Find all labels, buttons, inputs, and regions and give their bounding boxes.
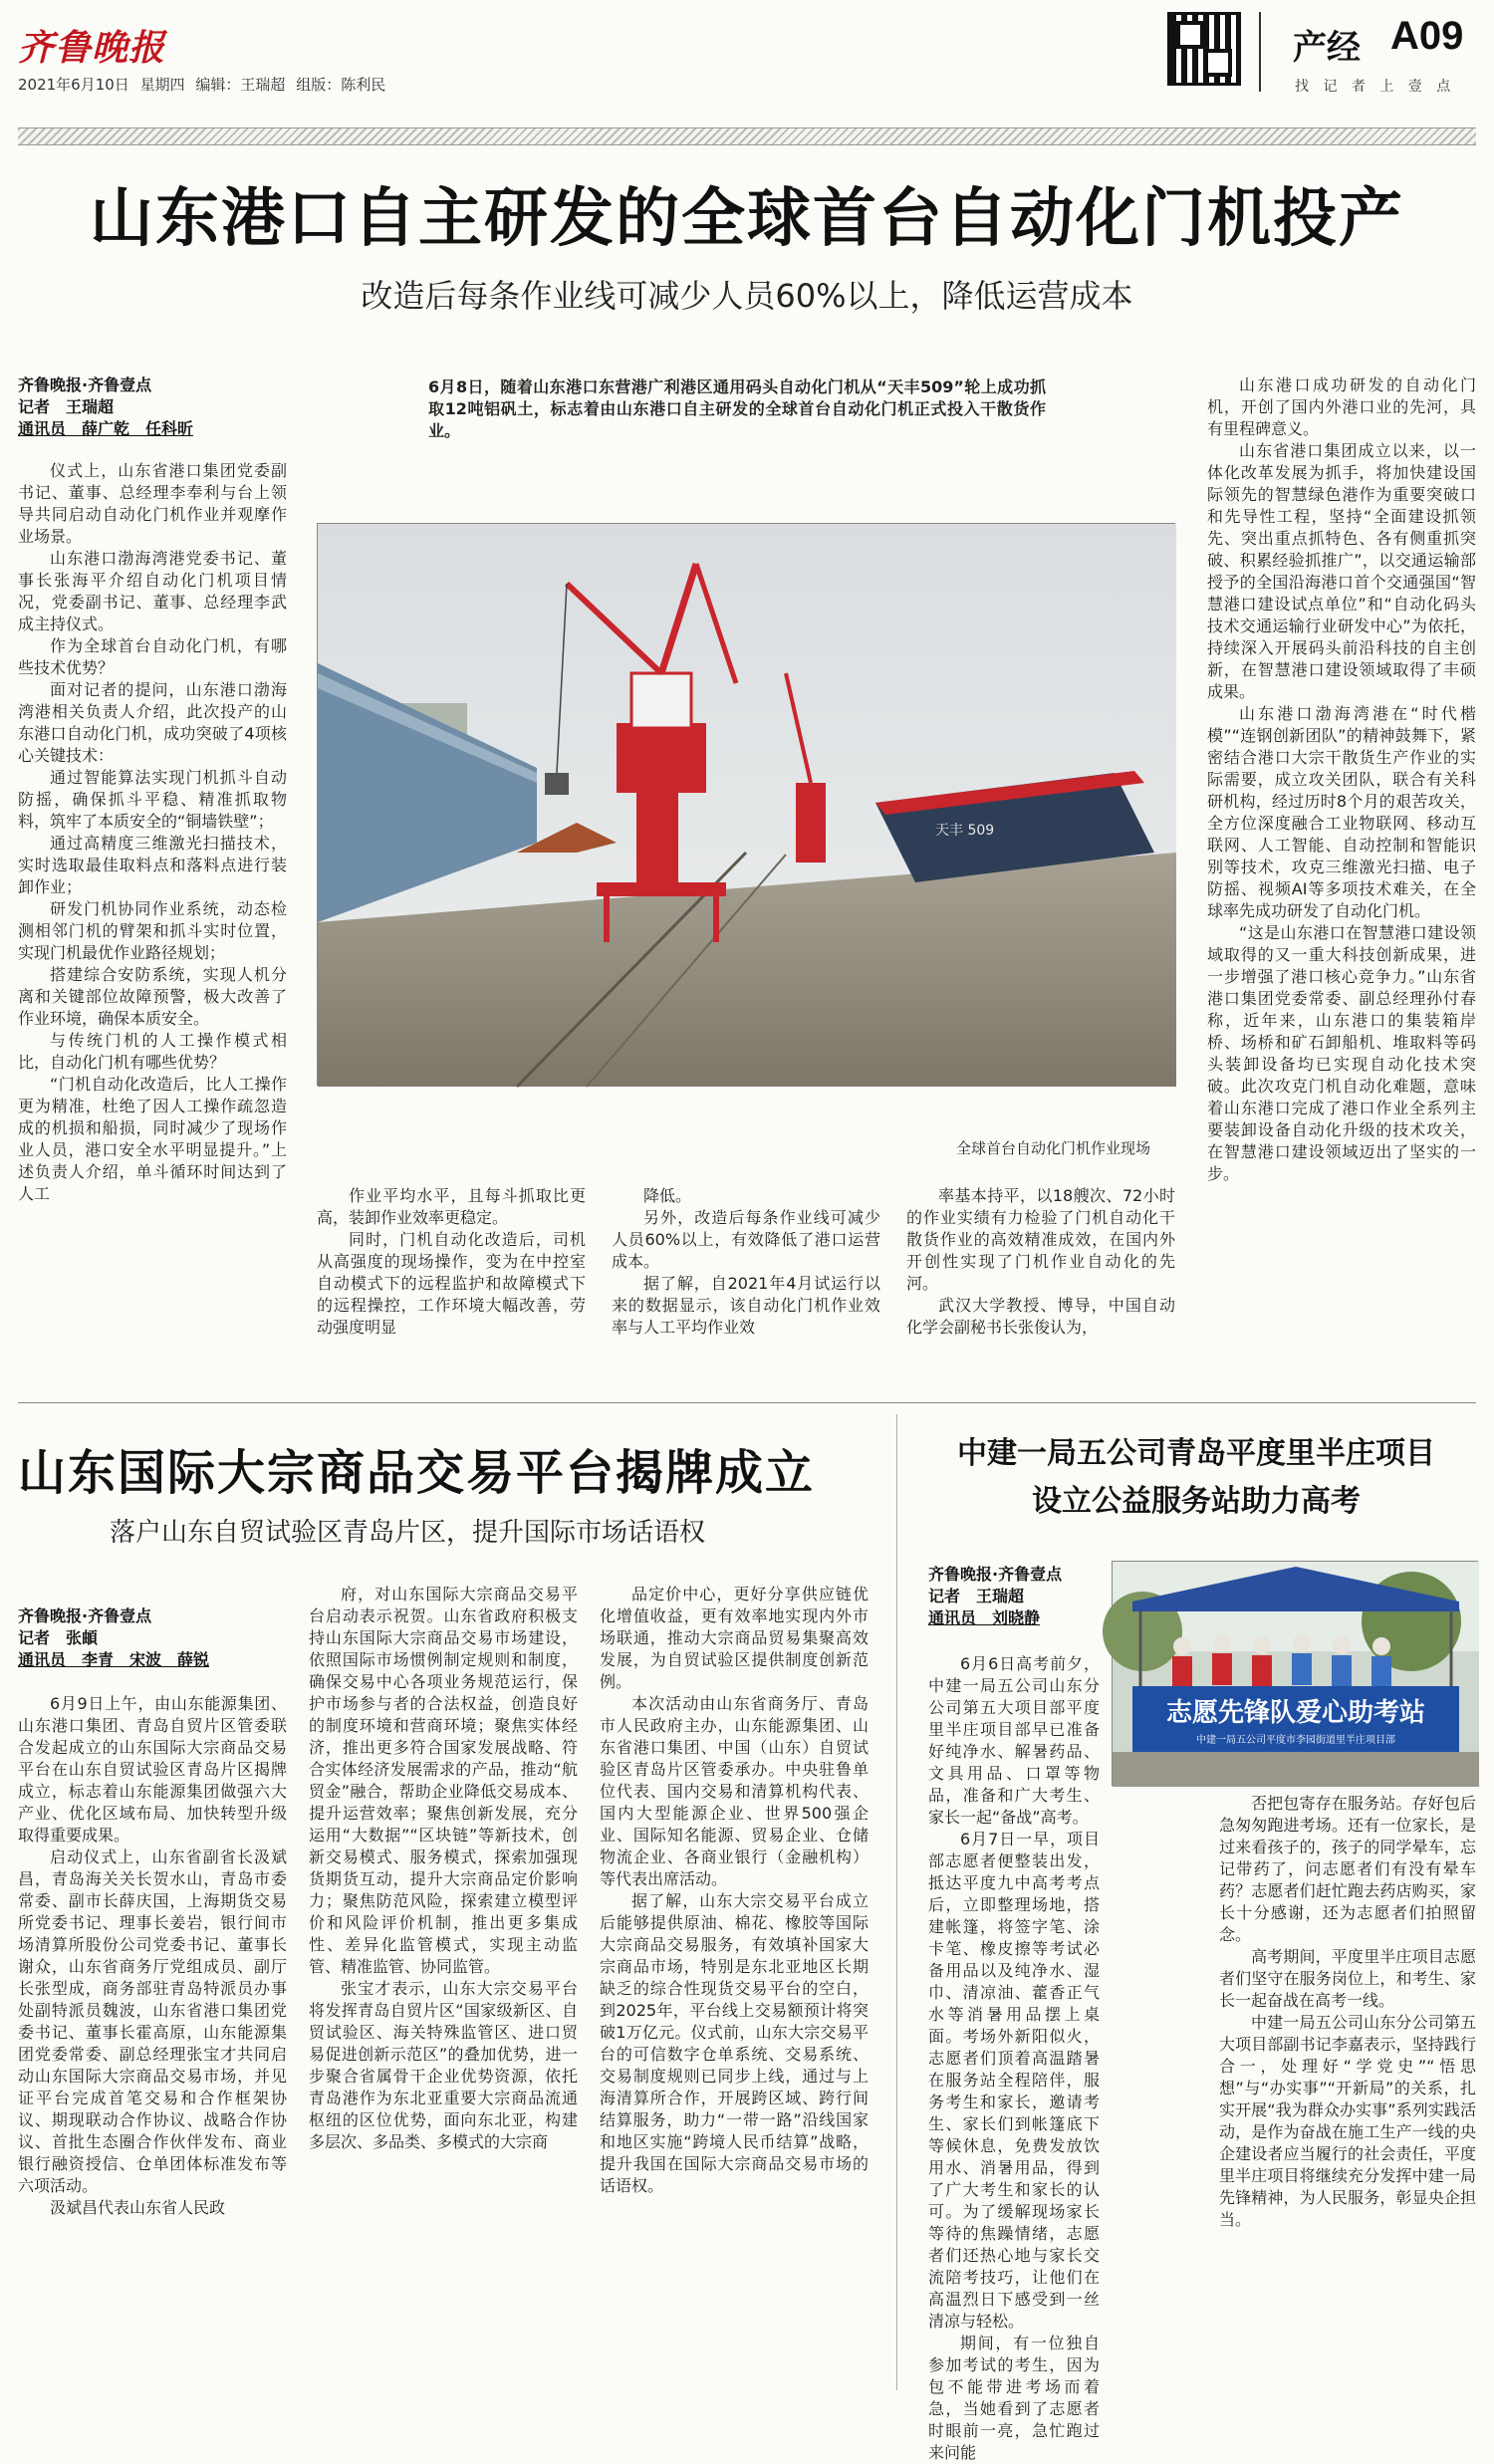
paragraph: 作业平均水平，且每斗抓取比更高，装卸作业效率更稳定。 bbox=[317, 1186, 586, 1227]
paragraph: 期间，有一位独自参加考试的考生，因为包不能带进考场而着急，当她看到了志愿者时眼前一亮，急忙跑过来问能 bbox=[928, 2334, 1100, 2462]
paragraph: “门机自动化改造后，比人工操作更为精准，杜绝了因人工操作疏忽造成的机损和船损，同时减少了现场作业人员，港口安全水平明显提升。”上述负责人介绍，单斗循环时间达到了人工 bbox=[18, 1075, 287, 1203]
byline-correspondent: 通讯员 李青 宋波 薛锐 bbox=[18, 1650, 210, 1669]
article3-headline-line1: 中建一局五公司青岛平度里半庄项目 bbox=[957, 1436, 1435, 1471]
section-name: 产经 bbox=[1293, 28, 1361, 68]
byline-agency: 齐鲁晚报·齐鲁壹点 bbox=[18, 1606, 152, 1625]
paragraph: 通过高精度三维激光扫描技术，实时选取最佳取料点和落料点进行装卸作业； bbox=[18, 834, 287, 896]
article2-column-2 bbox=[309, 1584, 578, 2390]
article1-subheadline: 改造后每条作业线可减少人员60%以上，降低运营成本 bbox=[361, 277, 1133, 315]
article3-column-2 bbox=[1219, 1793, 1476, 2390]
banner-text: 志愿先锋队爱心助考站 bbox=[1165, 1698, 1426, 1728]
paragraph: 率基本持平，以18艘次、72小时的作业实绩有力检验了门机自动化干散货作业的高效精准成效，在国内外开创性实现了门机作业自动化的先河。 bbox=[906, 1186, 1175, 1293]
paragraph: 山东港口成功研发的自动化门机，开创了国内外港口业的先河，具有里程碑意义。 bbox=[1207, 375, 1476, 438]
photo-lead-text: 6月8日，随着山东港口东营港广利港区通用码头自动化门机从“天丰509”轮上成功抓取12吨铝矾土，标志着由山东港口自主研发的全球首台自动化门机正式投入干散货作业。 bbox=[428, 377, 1046, 440]
paragraph: 府，对山东国际大宗商品交易平台启动表示祝贺。山东省政府积极支持山东国际大宗商品交易市场建设，依照国际市场惯例制定规则和制度，确保交易中心各项业务规范运行，保护市场参与者的合法权益，创造良好的制度环境和营商环境；聚焦实体经济，推出更多符合国家发展战略、符合实体经济发展需求的产品，推动“航贸金”融合，帮助企业降低交易成本、提升运营效率；聚焦创新发展，充分运用“大数据”“区块链”等新技术，创新交易模式、服务模式，探索加强现货期货互动，提升大宗商品定价影响力；聚焦防范风险，探索建立模型评价和风险评价机制，推出更多集成性、差异化监管模式，实现主动监管、精准监管、协同监管。 bbox=[309, 1585, 578, 1976]
byline-reporter: 记者 王瑞超 bbox=[18, 397, 115, 416]
byline-agency: 齐鲁晚报·齐鲁壹点 bbox=[18, 375, 152, 394]
issue-date: 2021年6月10日 bbox=[18, 76, 129, 94]
page-number: A09 bbox=[1390, 14, 1464, 58]
article1-column-5 bbox=[1207, 374, 1476, 1365]
volunteer-photo-illustration bbox=[1113, 1562, 1479, 1787]
ship-name-label: 天丰 509 bbox=[935, 823, 995, 839]
byline-agency: 齐鲁晚报·齐鲁壹点 bbox=[928, 1565, 1063, 1584]
paragraph: 汲斌昌代表山东省人民政 bbox=[50, 2198, 226, 2217]
article1-headline: 山东港口自主研发的全球首台自动化门机投产 bbox=[90, 182, 1404, 256]
article2-column-1 bbox=[18, 1693, 287, 2390]
find-reporter-label: 找 记 者 上 壹 点 bbox=[1295, 79, 1451, 95]
crane-photo bbox=[317, 523, 1175, 1086]
byline-reporter: 记者 王瑞超 bbox=[928, 1587, 1025, 1605]
byline-correspondent: 通讯员 刘晓静 bbox=[928, 1608, 1041, 1627]
paragraph: 张宝才表示，山东大宗交易平台将发挥青岛自贸片区“国家级新区、自贸试验区、海关特殊监管区、进口贸易促进创新示范区”的叠加优势，进一步聚合省属骨干企业优势资源，依托青岛港作为东北亚重要大宗商品流通枢纽的区位优势，面向东北亚，构建多层次、多品类、多模式的大宗商 bbox=[309, 1979, 578, 2151]
paragraph: 通过智能算法实现门机抓斗自动防摇，确保抓斗平稳、精准抓取物料，筑牢了本质安全的“铜墙铁壁”； bbox=[18, 768, 287, 831]
paragraph: 降低。 bbox=[643, 1186, 692, 1205]
qr-code-icon[interactable] bbox=[1167, 12, 1241, 86]
paragraph: 同时，门机自动化改造后，司机从高强度的现场操作，变为在中控室自动模式下的远程监护和故障模式下的远程操控，工作环境大幅改善，劳动强度明显 bbox=[317, 1230, 586, 1337]
volunteer-station-photo bbox=[1112, 1561, 1478, 1786]
article2-subheadline: 落户山东自贸试验区青岛片区，提升国际市场话语权 bbox=[110, 1518, 706, 1548]
paragraph: 山东港口渤海湾港党委书记、董事长张海平介绍自动化门机项目情况，党委副书记、董事、总经理李武成主持仪式。 bbox=[18, 549, 287, 633]
issue-meta bbox=[18, 74, 385, 95]
paragraph: 据了解，自2021年4月试运行以来的数据显示，该自动化门机作业效率与人工平均作业效 bbox=[612, 1274, 880, 1337]
crane-photo-illustration bbox=[318, 524, 1176, 1087]
paragraph: 否把包寄存在服务站。存好包后急匆匆跑进考场。还有一位家长，是过来看孩子的，孩子的同学晕车，忘记带药了，问志愿者们有没有晕车药？志愿者们赶忙跑去药店购买，家长十分感谢，还为志愿者们拍照留念。 bbox=[1219, 1794, 1476, 1944]
paragraph: 山东港口渤海湾港在“时代楷模”“连钢创新团队”的精神鼓舞下，紧密结合港口大宗干散货生产作业的实际需要，成立攻关团队，联合有关科研机构，经过历时8个月的艰苦攻关，全方位深度融合工业物联网、移动互联网、人工智能、自动控制和智能识别等技术，攻克三维激光扫描、电子防摇、视频AI等多项技术难关，在全球率先成功研发了自动化门机。 bbox=[1207, 704, 1476, 920]
article2-headline: 山东国际大宗商品交易平台揭牌成立 bbox=[18, 1445, 816, 1501]
paragraph: 搭建综合安防系统，实现人机分离和关键部位故障预警，极大改善了作业环境，确保本质安全。 bbox=[18, 965, 287, 1028]
article1-column-1 bbox=[18, 460, 287, 1356]
paragraph: 启动仪式上，山东省副省长汲斌昌，青岛海关关长贺水山，青岛市委常委、副市长薛庆国，上海期货交易所党委书记、理事长姜岩，银行间市场清算所股份公司党委书记、董事长谢众，山东省商务厅党组成员、副厅长张型成，商务部驻青岛特派员办事处副特派员魏波，山东省港口集团党委书记、董事长霍高原，山东能源集团党委常委、副总经理张宝才共同启动山东国际大宗商品交易市场，并见证平台完成首笔交易和合作框架协议、期现联动合作协议、战略合作协议、首批生态圈合作伙伴发布、商业银行融资授信、仓单团体标准发布等六项活动。 bbox=[18, 1848, 287, 2195]
paragraph: 品定价中心，更好分享供应链优化增值收益，更有效率地实现内外市场联通，推动大宗商品贸易集聚高效发展，为自贸试验区提供制度创新范例。 bbox=[600, 1585, 869, 1691]
column-separator bbox=[896, 1414, 897, 2390]
article3-column-1 bbox=[928, 1653, 1100, 2462]
byline-correspondent: 通讯员 薛广乾 任科昕 bbox=[18, 419, 194, 438]
paragraph: 高考期间，平度里半庄项目志愿者们坚守在服务岗位上，和考生、家长一起奋战在高考一线。 bbox=[1219, 1947, 1476, 2010]
issue-weekday: 星期四 bbox=[139, 76, 185, 94]
byline-reporter: 记者 张頔 bbox=[18, 1628, 99, 1647]
banner-subtext: 中建一局五公司平度市李园街道里半庄项目部 bbox=[1196, 1735, 1395, 1746]
paragraph: 仪式上，山东省港口集团党委副书记、董事、总经理李奉利与台上领导共同启动自动化门机作业并观摩作业场景。 bbox=[18, 461, 287, 546]
article3-headline bbox=[916, 1430, 1476, 1526]
paragraph: 研发门机协同作业系统，动态检测相邻门机的臂架和抓斗实时位置，实现门机最优作业路径规划； bbox=[18, 899, 287, 962]
photo-caption: 全球首台自动化门机作业现场 bbox=[956, 1139, 1151, 1157]
paragraph: 武汉大学教授、博导，中国自动化学会副秘书长张俊认为， bbox=[906, 1296, 1175, 1337]
newspaper-logo: 齐鲁晚报 bbox=[18, 27, 166, 69]
paragraph: 中建一局五公司山东分公司第五大项目部副书记李嘉表示，坚持践行合一，处理好“学党史”“悟思想”与“办实事”“开新局”的关系，扎实开展“我为群众办实事”系列实践活动，是作为奋战在施工生产一线的央企建设者应当履行的社会责任，平度里半庄项目将继续充分发挥中建一局先锋精神，为人民服务，彰显央企担当。 bbox=[1219, 2013, 1476, 2229]
article3-headline-line2: 设立公益服务站助力高考 bbox=[1032, 1484, 1361, 1519]
paragraph: “这是山东港口在智慧港口建设领域取得的又一重大科技创新成果，进一步增强了港口核心竞争力。”山东省港口集团党委常委、副总经理孙付春称，近年来，山东港口的集装箱岸桥、场桥和矿石卸船机、堆取料等码头装卸设备均已实现自动化技术突破。此次攻克门机自动化难题，意味着山东港口完成了港口作业全系列主要装卸设备自动化升级的技术攻关，在智慧港口建设领域迈出了坚实的一步。 bbox=[1207, 923, 1476, 1183]
paragraph: 本次活动由山东省商务厅、青岛市人民政府主办，山东能源集团、山东省港口集团、中国（山东）自贸试验区青岛片区管委承办。中央驻鲁单位代表、国内交易和清算机构代表、国内大型能源企业、世界500强企业、国际知名能源、贸易企业、仓储物流企业、各商业银行（金融机构）等代表出席活动。 bbox=[600, 1694, 869, 1888]
paragraph: 作为全球首台自动化门机，有哪些技术优势？ bbox=[18, 636, 287, 677]
article1-column-3 bbox=[612, 1185, 880, 1374]
paragraph: 面对记者的提问，山东港口渤海湾港相关负责人介绍，此次投产的山东港口自动化门机，成功突破了4项核心关键技术： bbox=[18, 680, 287, 765]
paragraph: 据了解，山东大宗交易平台成立后能够提供原油、棉花、橡胶等国际大宗商品交易服务，有效填补国家大宗商品市场，特别是东北亚地区长期缺乏的综合性现货交易平台的空白，到2025年，平台线上交易额预计将突破1万亿元。仪式前，山东大宗交易平台的可信数字仓单系统、交易系统、交易制度规则已同步上线，通过与上海清算所合作，开展跨区域、跨行间结算服务，助力“一带一路”沿线国家和地区实施“跨境人民币结算”战略，提升我国在国际大宗商品交易市场的话语权。 bbox=[600, 1891, 869, 2195]
paragraph: 与传统门机的人工操作模式相比，自动化门机有哪些优势？ bbox=[18, 1031, 287, 1072]
article1-byline bbox=[18, 374, 287, 440]
paragraph: 6月7日一早，项目部志愿者便整装出发，抵达平度九中高考考点后，立即整理场地，搭建帐篷，将签字笔、涂卡笔、橡皮擦等考试必备用品以及纯净水、湿巾、清凉油、藿香正气水等消暑用品摆上桌面。考场外新阳似火，志愿者们顶着高温踏暑在服务站全程陪伴，服务考生和家长，邀请考生、家长们到帐篷底下等候休息，免费发放饮用水、消暑用品，得到了广大考生和家长的认可。为了缓解现场家长等待的焦躁情绪，志愿者们还热心地与家长交流陪考技巧，让他们在高温烈日下感受到一丝清凉与轻松。 bbox=[928, 1830, 1100, 2331]
paragraph: 6月9日上午，由山东能源集团、山东港口集团、青岛自贸片区管委联合发起成立的山东国际大宗商品交易平台在山东自贸试验区青岛片区揭牌成立，标志着山东能源集团做强六大产业、优化区域布局、加快转型升级取得重要成果。 bbox=[18, 1694, 287, 1845]
article1-column-2 bbox=[317, 1185, 586, 1374]
masthead-divider bbox=[1259, 12, 1261, 92]
section-divider bbox=[18, 1402, 1476, 1403]
article2-byline bbox=[18, 1605, 287, 1671]
paragraph: 另外，改造后每条作业线可减少人员60%以上，有效降低了港口运营成本。 bbox=[612, 1208, 880, 1271]
paragraph: 山东省港口集团成立以来，以一体化改革发展为抓手，将加快建设国际领先的智慧绿色港作为重要突破口和先导性工程，坚持“全面建设抓领先、突出重点抓特色、各有侧重抓突破、积累经验抓推广”，以交通运输部授予的全国沿海港口首个交通强国“智慧港口建设试点单位”和“自动化码头技术交通运输行业研发中心”为依托，持续深入开展码头前沿科技的自主创新，在智慧港口建设领域取得了丰硕成果。 bbox=[1207, 441, 1476, 701]
article3-byline bbox=[928, 1564, 1108, 1629]
masthead-rule bbox=[18, 127, 1476, 145]
layout-editor: 组版：陈利民 bbox=[296, 76, 386, 94]
article1-column-4 bbox=[906, 1185, 1175, 1374]
paragraph: 6月6日高考前夕，中建一局五公司山东分公司第五大项目部平度里半庄项目部早已准备好纯净水、解暑药品、文具用品、口罩等物品，准备和广大考生、家长一起“备战”高考。 bbox=[928, 1654, 1100, 1827]
editor: 编辑：王瑞超 bbox=[195, 76, 286, 94]
article2-column-3 bbox=[600, 1584, 869, 2390]
